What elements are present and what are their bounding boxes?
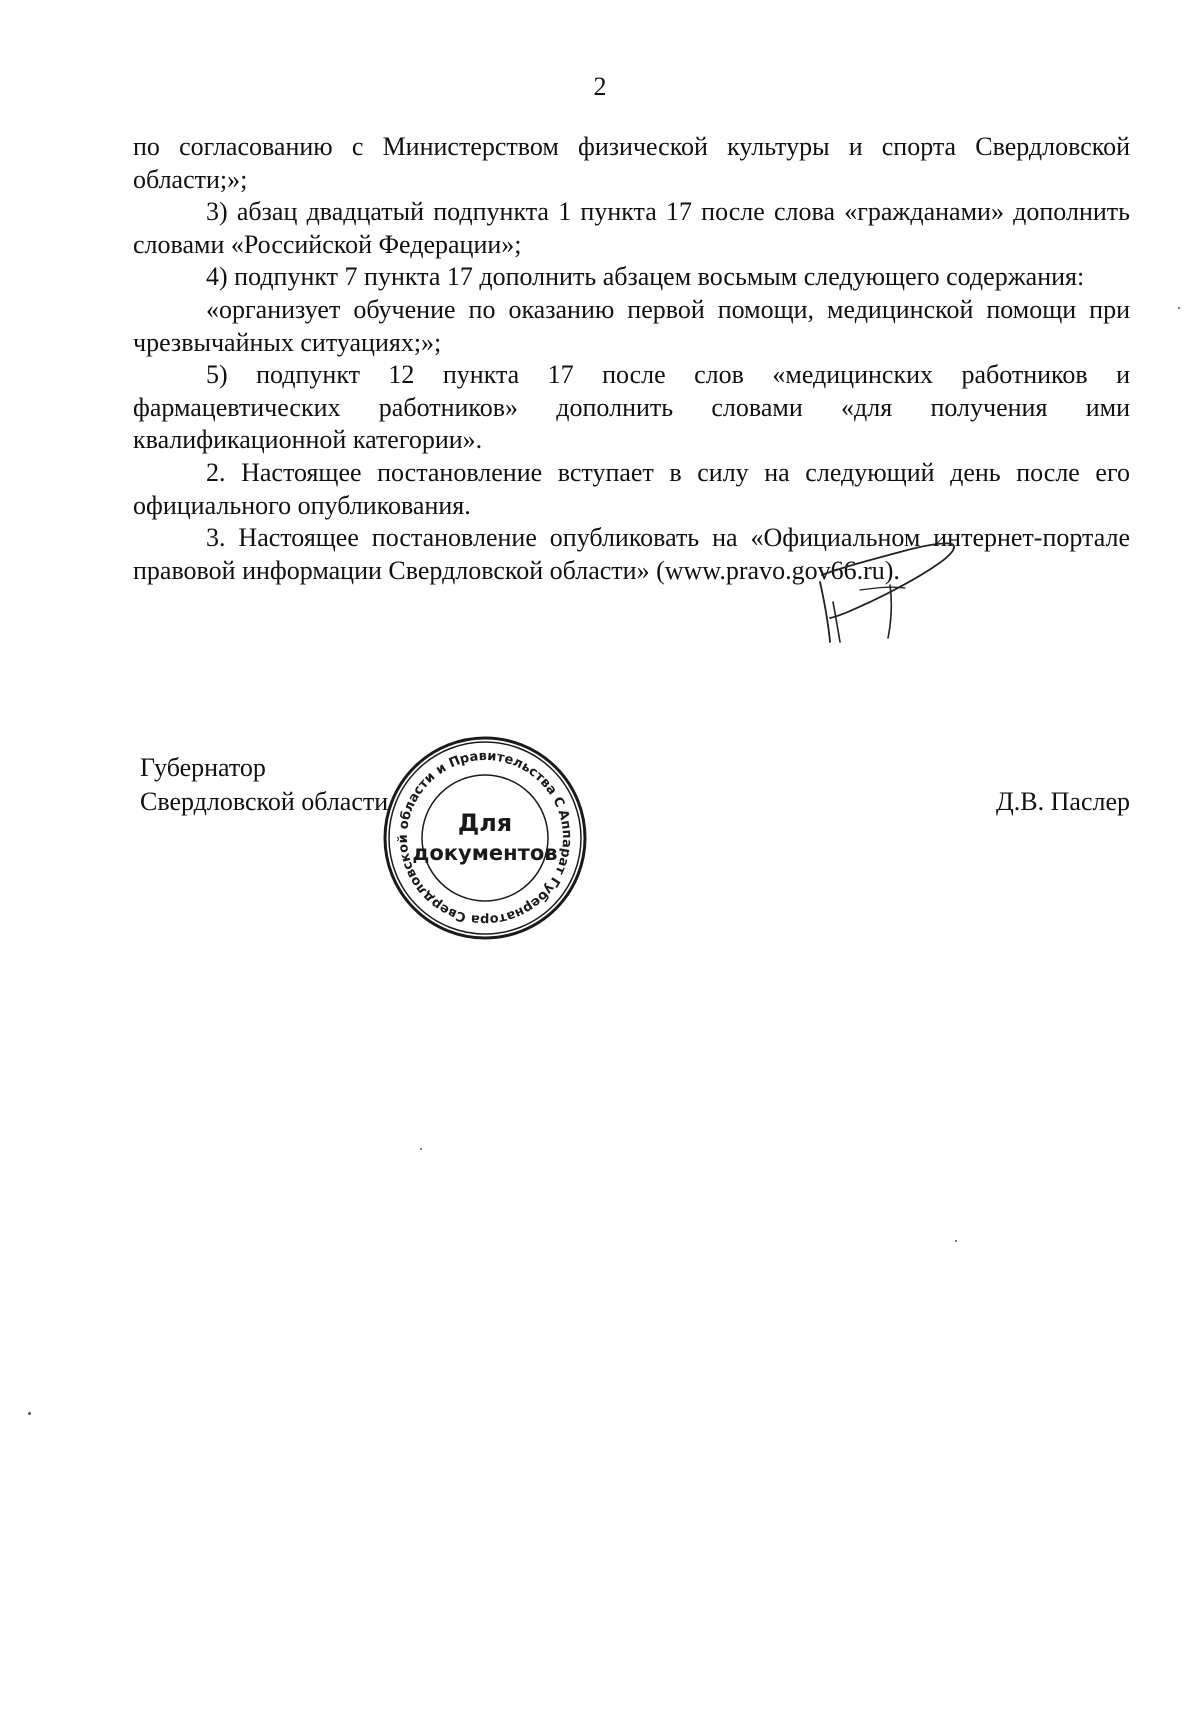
stamp-inner-ring	[422, 775, 548, 901]
signatory-title	[140, 751, 388, 819]
paragraph-clause-3: 3. Настоящее постановление опубликовать на «Официальном интернет-портале правовой информации Свердловской области» (www.pravo.gov66.ru).	[133, 523, 1130, 585]
stamp-outer-ring	[385, 738, 585, 938]
paragraph-item-5: 5) подпункт 12 пункта 17 после слов «медицинских работников и фармацевтических работников» дополнить словами «для получения ими квалификационной категории».	[133, 360, 1130, 455]
handwritten-signature	[800, 530, 970, 650]
signatory-title-line1: Губернатор	[140, 753, 266, 782]
seal-stamp	[380, 733, 590, 943]
scan-speck	[420, 1148, 422, 1150]
scan-speck	[28, 1412, 31, 1415]
scan-speck	[1178, 307, 1180, 309]
paragraph-clause-2: 2. Настоящее постановление вступает в силу на следующий день после его официального опубликования.	[133, 457, 1130, 520]
paragraph-quote: «организует обучение по оказанию первой помощи, медицинской помощи при чрезвычайных ситуациях;»;	[133, 294, 1130, 357]
stamp-center-line1: Для	[457, 809, 513, 837]
stamp-center-line2: документов	[412, 841, 558, 865]
document-body	[133, 131, 1130, 587]
stamp-ring-text: Аппарат Губернатора Свердловской области и Правительства Свердловской	[395, 748, 575, 928]
paragraph-item-4: 4) подпункт 7 пункта 17 дополнить абзацем восьмым следующего содержания:	[206, 262, 1085, 292]
signatory-name: Д.В. Паслер	[996, 787, 1130, 816]
scan-speck	[955, 1240, 957, 1242]
paragraph-continuation: по согласованию с Министерством физической культуры и спорта Свердловской области;»;	[133, 132, 1130, 194]
signatory-title-line2: Свердловской области	[140, 787, 389, 816]
paragraph-item-3: 3) абзац двадцатый подпункта 1 пункта 17 после слова «гражданами» дополнить словами «Российской Федерации»;	[133, 197, 1130, 259]
page-number: 2	[593, 72, 607, 101]
